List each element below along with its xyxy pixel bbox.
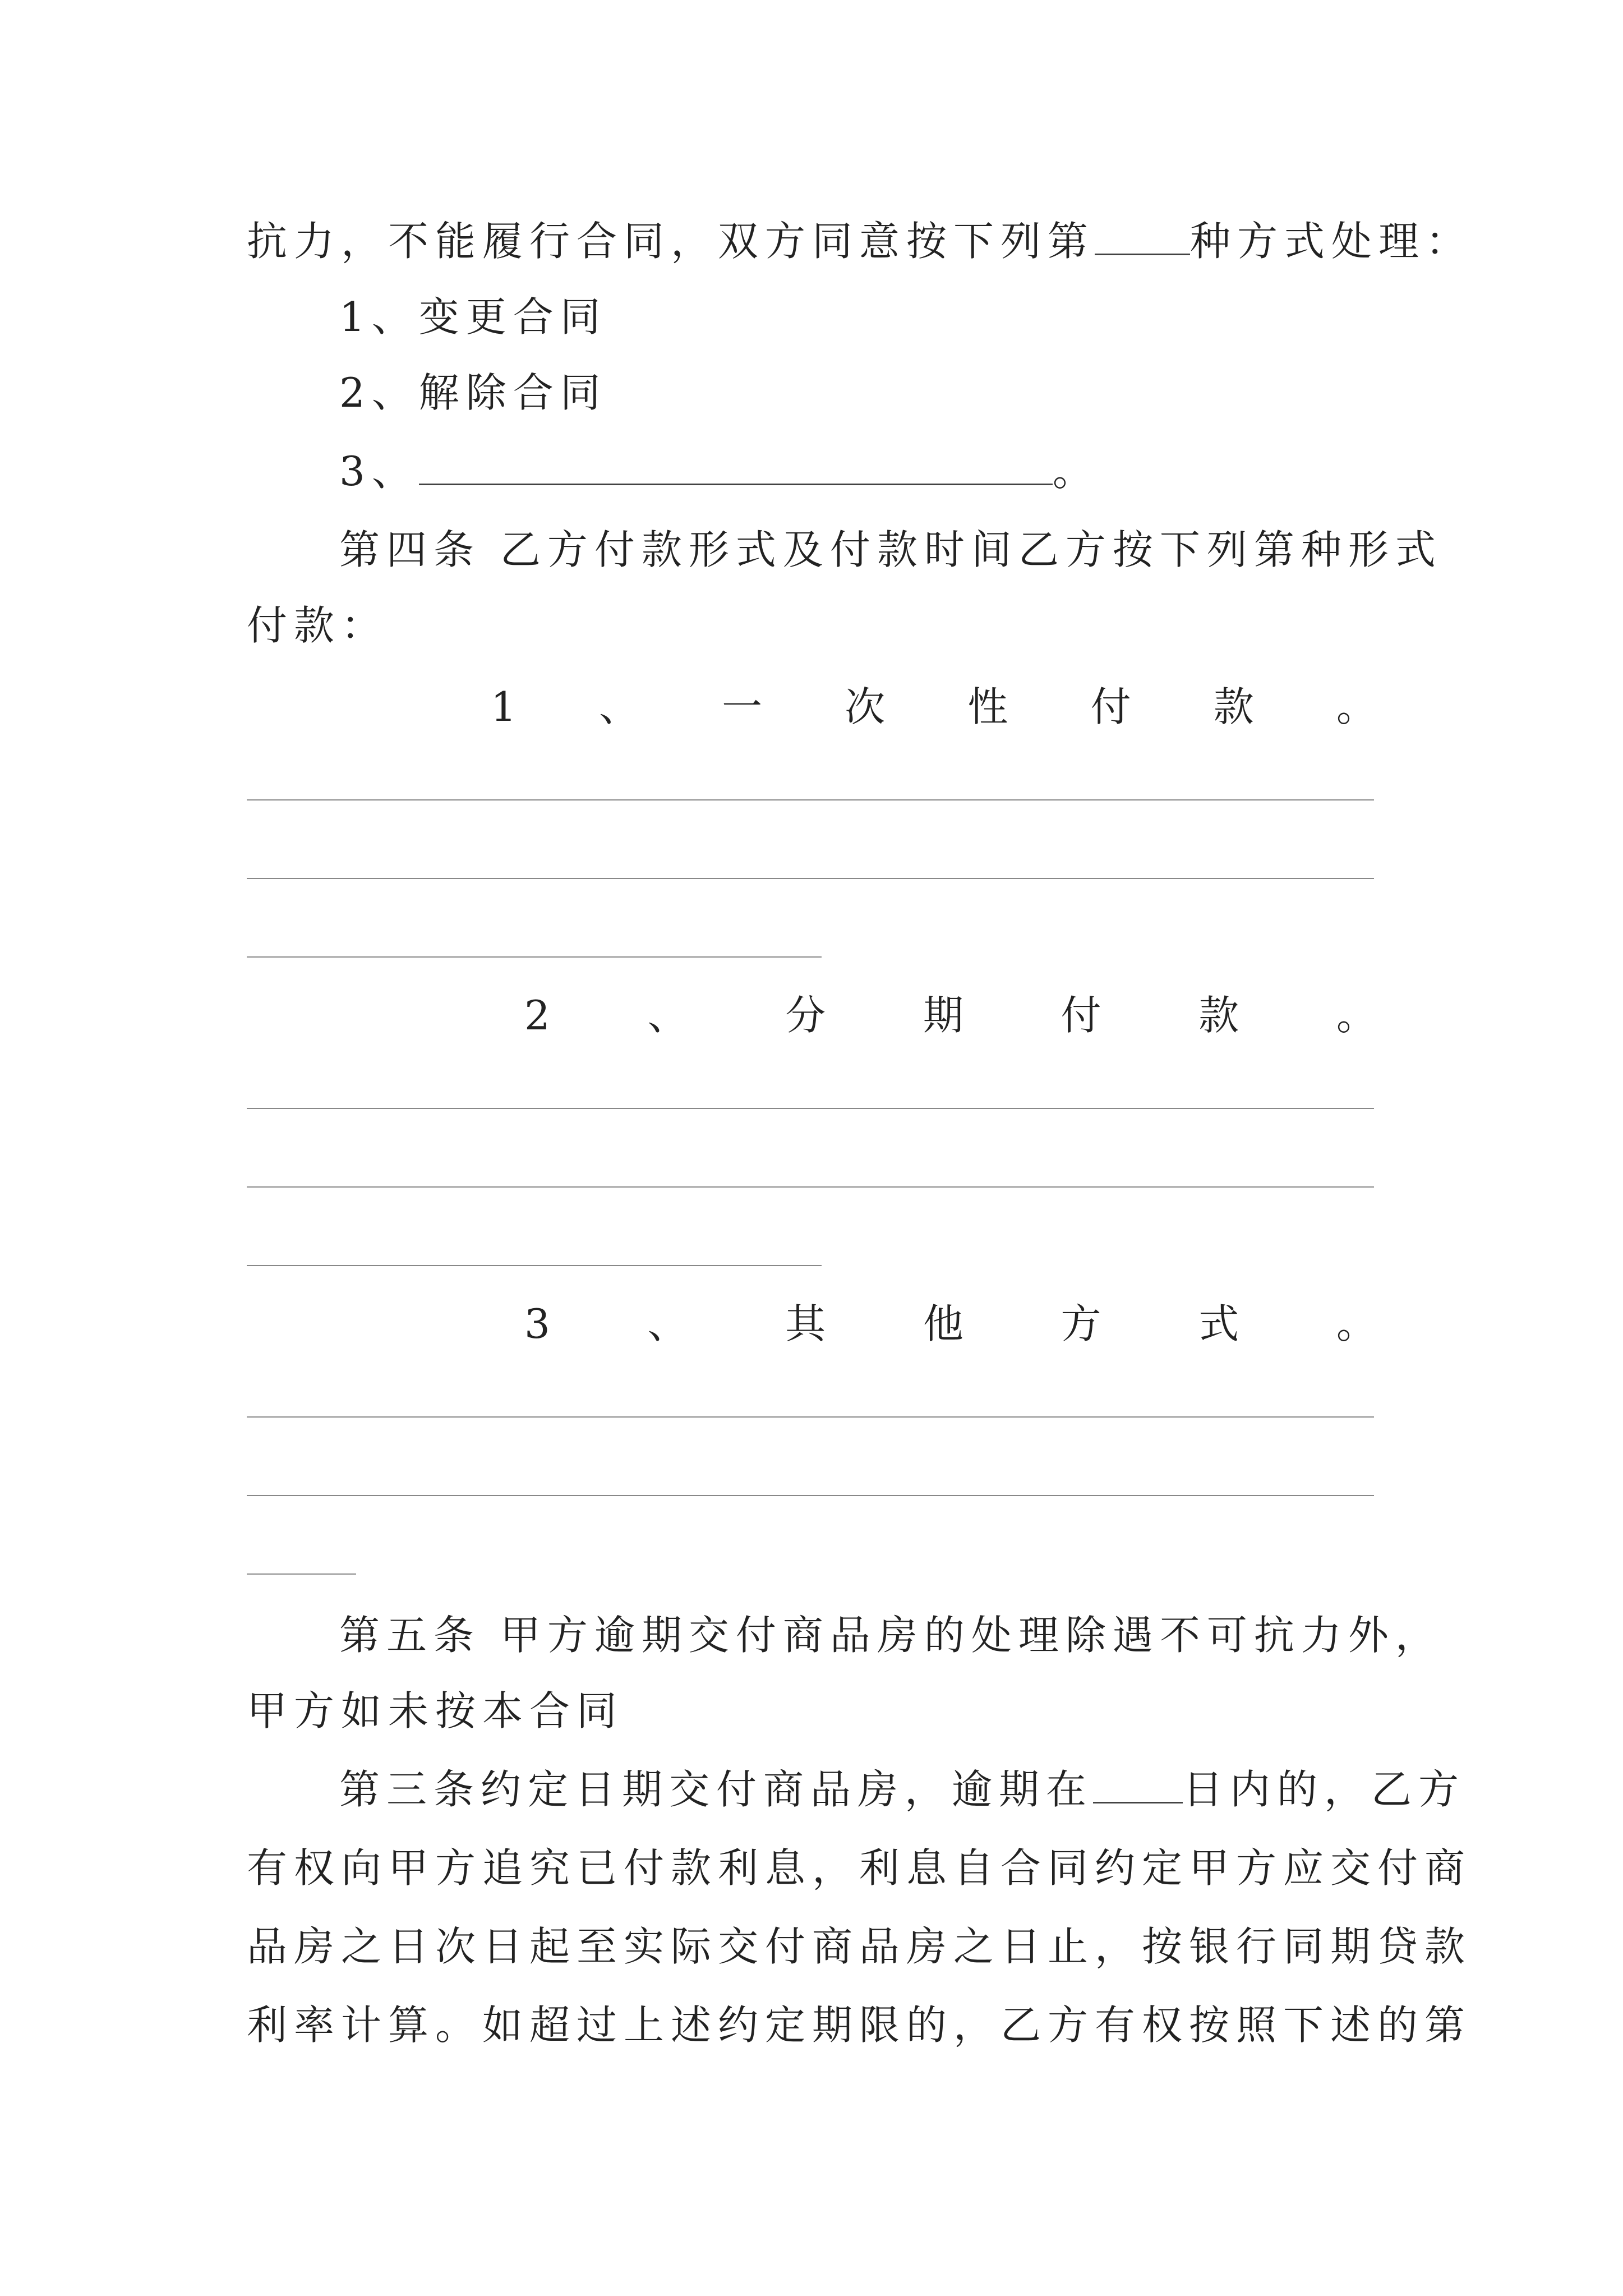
article-4-continuation: 付款： (247, 602, 389, 649)
paragraph-line: 有权向甲方追究已付款利息，利息自合同约定甲方应交付商 (247, 1844, 1472, 1892)
paragraph-line: 品房之日次日起至实际交付商品房之日止，按银行同期贷款 (247, 1923, 1472, 1970)
fill-line[interactable] (247, 799, 1374, 800)
glyph: 、 (598, 683, 639, 730)
article-4-heading: 第四条 乙方付款形式及付款时间乙方按下列第种形式 (339, 526, 1442, 573)
glyph: 。 (1336, 683, 1377, 730)
glyph: 2 (524, 992, 550, 1039)
glyph: 、 (647, 1300, 688, 1347)
glyph: 付 (1061, 992, 1101, 1039)
glyph: 次 (845, 683, 886, 730)
glyph: 款 (1198, 992, 1239, 1039)
glyph: 付 (1090, 683, 1131, 730)
fill-line[interactable] (247, 1108, 1374, 1109)
glyph: 、 (647, 992, 688, 1039)
glyph: 其 (785, 1300, 826, 1347)
glyph: 。 (1336, 992, 1377, 1039)
glyph: 他 (923, 1300, 963, 1347)
option-terminate-contract: 2、解除合同 (339, 369, 607, 416)
glyph: 分 (785, 992, 826, 1039)
option-other (339, 443, 1391, 499)
fill-line[interactable] (247, 956, 822, 958)
glyph: 款 (1213, 683, 1254, 730)
text-segment: 。 (1052, 448, 1100, 495)
fill-blank[interactable] (1093, 1763, 1183, 1803)
option-change-contract: 1、变更合同 (339, 293, 607, 341)
payment-option-installment (524, 987, 1377, 1043)
paragraph-line: 利率计算。如超过上述约定期限的，乙方有权按照下述的第 (247, 2001, 1472, 2049)
glyph: 。 (1336, 1300, 1377, 1347)
paragraph-force-majeure (247, 213, 1473, 269)
glyph: 性 (967, 683, 1008, 730)
payment-option-other (524, 1296, 1377, 1352)
fill-line[interactable] (247, 1573, 356, 1575)
fill-line[interactable] (247, 878, 1374, 879)
glyph: 方 (1061, 1300, 1101, 1347)
text-segment: 3、 (339, 448, 419, 495)
fill-line[interactable] (247, 1416, 1374, 1418)
glyph: 期 (923, 992, 963, 1039)
article-3-reference (339, 1761, 1466, 1818)
glyph: 一 (722, 683, 763, 730)
fill-line[interactable] (247, 1265, 822, 1266)
payment-option-lump-sum (491, 679, 1377, 735)
text-segment: 抗力，不能履行合同，双方同意按下列第 (247, 218, 1095, 265)
fill-blank[interactable] (1095, 214, 1190, 255)
fill-line[interactable] (247, 1186, 1374, 1188)
glyph: 式 (1198, 1300, 1239, 1347)
fill-blank[interactable] (419, 444, 1053, 485)
glyph: 1 (491, 683, 517, 730)
text-segment: 第三条约定日期交付商品房，逾期在 (339, 1766, 1094, 1813)
article-5-continuation: 甲方如未按本合同 (247, 1687, 624, 1734)
article-5-heading: 第五条 甲方逾期交付商品房的处理除遇不可抗力外， (339, 1612, 1442, 1659)
text-segment: 日内的，乙方 (1183, 1766, 1466, 1813)
text-segment: 种方式处理： (1190, 218, 1473, 265)
glyph: 3 (524, 1300, 550, 1347)
fill-line[interactable] (247, 1495, 1374, 1496)
